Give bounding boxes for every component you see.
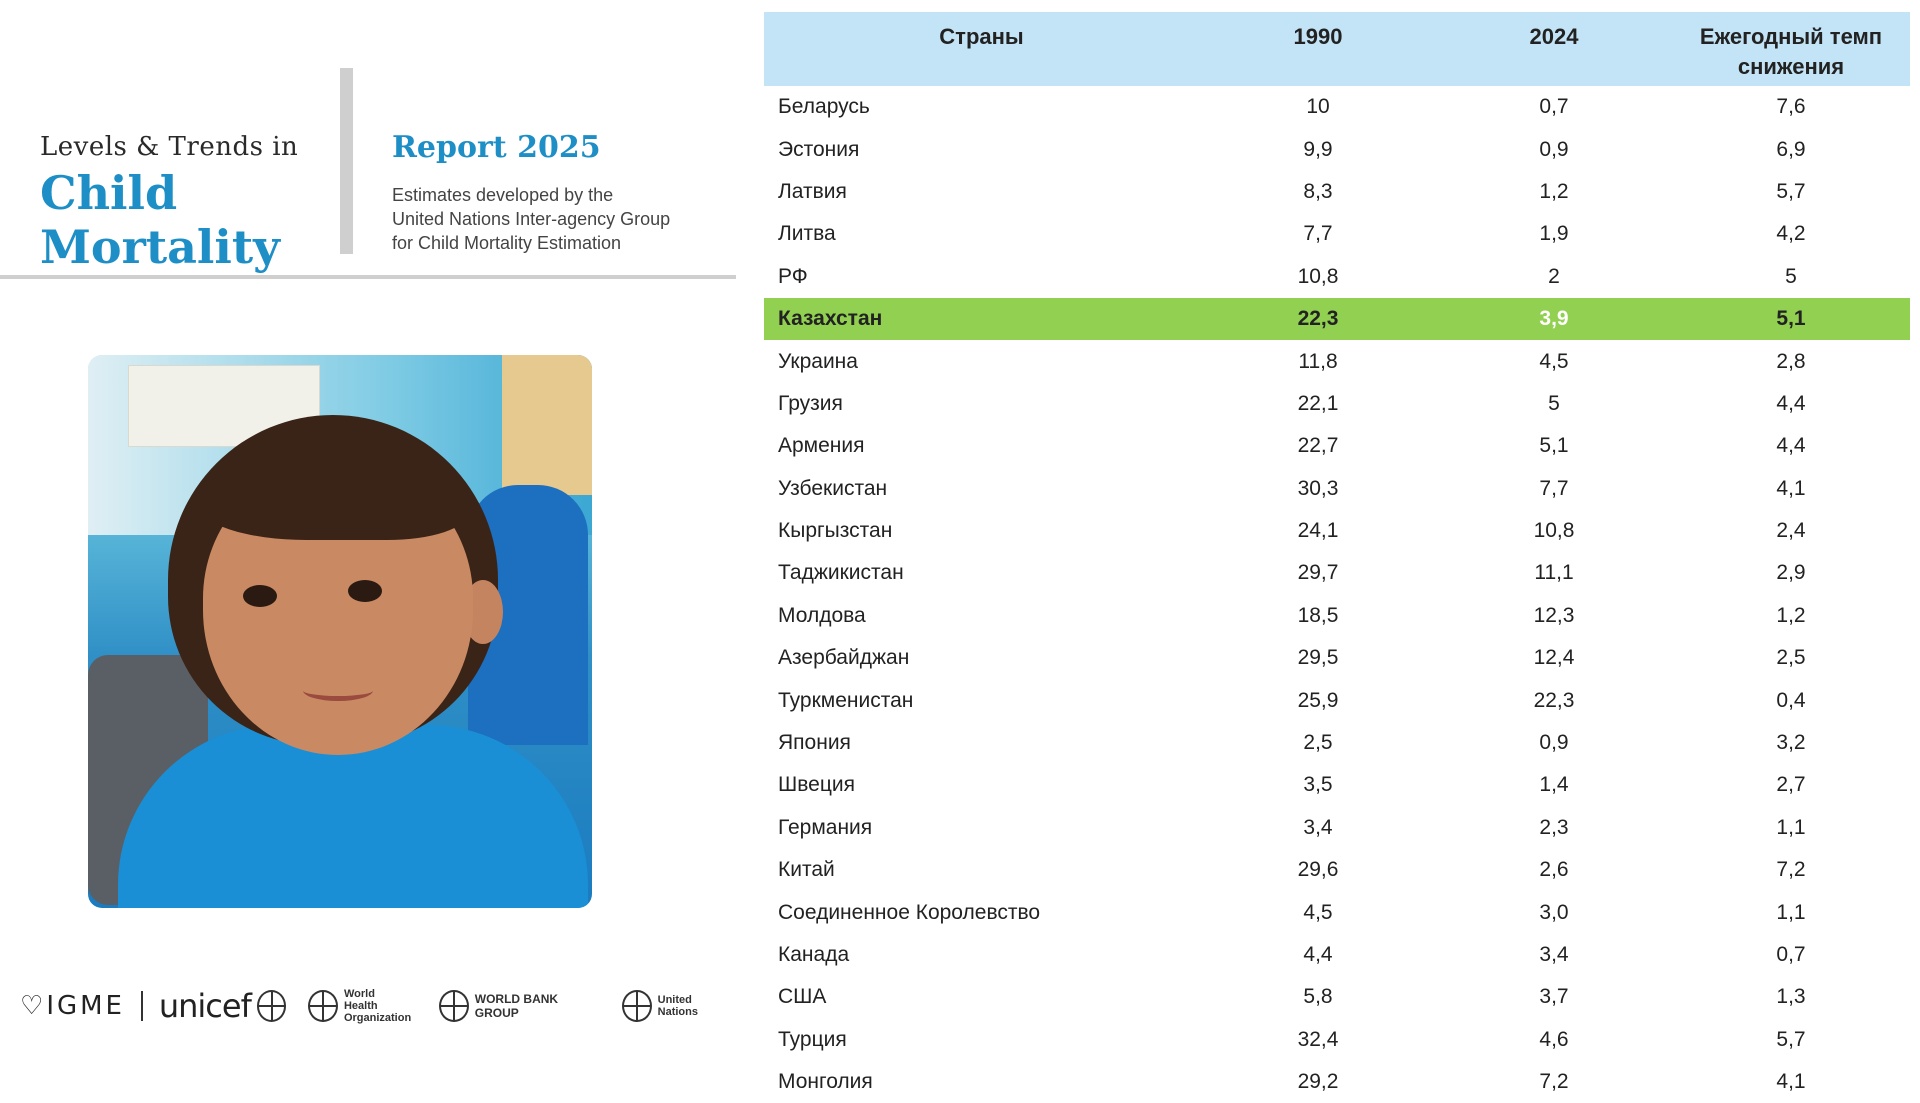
annual-rate-cell: 3,2	[1776, 731, 1806, 755]
title-line-2: Child	[40, 166, 178, 220]
value-2024-cell: 0,9	[1539, 731, 1569, 755]
value-1990-cell: 30,3	[1297, 476, 1339, 500]
table-row	[764, 891, 1910, 933]
table-row	[764, 976, 1910, 1018]
report-cover	[0, 0, 740, 1096]
header-annual-rate: Ежегодный темп снижения	[1672, 12, 1910, 86]
value-2024-cell: 4,6	[1539, 1027, 1569, 1051]
table-row	[764, 213, 1910, 255]
who-logo-text: World Health Organization	[343, 988, 412, 1024]
table-body	[764, 86, 1910, 1103]
un-globe-icon	[622, 990, 652, 1022]
annual-rate-cell: 4,4	[1776, 434, 1806, 458]
who-globe-icon	[308, 990, 338, 1022]
report-info	[392, 130, 722, 255]
report-year-title: Report 2025	[392, 130, 601, 165]
table-row	[764, 722, 1910, 764]
value-1990-cell: 11,8	[1298, 349, 1338, 373]
table-row	[764, 1061, 1910, 1103]
value-1990-cell: 8,3	[1303, 179, 1333, 203]
value-1990-cell: 29,5	[1297, 646, 1339, 670]
value-2024-cell: 2,3	[1539, 815, 1569, 839]
table-row-highlighted	[764, 298, 1910, 340]
value-1990-cell: 9,9	[1303, 137, 1333, 161]
annual-rate-cell: 7,2	[1776, 858, 1806, 882]
value-1990-cell: 2,5	[1303, 731, 1333, 755]
value-2024-cell: 3,0	[1539, 900, 1569, 924]
table-row	[764, 934, 1910, 976]
table-row	[764, 128, 1910, 170]
value-1990-cell: 5,8	[1303, 985, 1333, 1009]
logo-separator	[141, 991, 143, 1021]
header-countries: Страны	[764, 12, 1200, 86]
country-cell: Украина	[778, 349, 858, 373]
annual-rate-cell: 5,7	[1776, 179, 1806, 203]
world-bank-globe-icon	[439, 990, 469, 1022]
annual-rate-cell: 1,1	[1776, 815, 1806, 839]
table-row	[764, 595, 1910, 637]
annual-rate-cell: 2,9	[1776, 561, 1806, 585]
annual-rate-cell: 5	[1785, 264, 1797, 288]
country-cell: Узбекистан	[778, 476, 888, 500]
table-row	[764, 764, 1910, 806]
country-cell: Швеция	[778, 773, 855, 797]
annual-rate-cell: 2,5	[1776, 646, 1806, 670]
value-1990-cell: 10,8	[1297, 264, 1339, 288]
value-2024-cell: 5	[1548, 391, 1560, 415]
annual-rate-cell: 2,8	[1776, 349, 1806, 373]
annual-rate-cell: 4,2	[1776, 222, 1806, 246]
table-row	[764, 552, 1910, 594]
country-cell: Эстония	[778, 137, 860, 161]
un-logo-text: United Nations	[657, 994, 698, 1018]
mortality-table-container	[764, 12, 1910, 1103]
table-row	[764, 171, 1910, 213]
table-row	[764, 1019, 1910, 1061]
country-cell: Япония	[778, 731, 851, 755]
value-1990-cell: 3,4	[1303, 815, 1333, 839]
value-1990-cell: 32,4	[1297, 1027, 1339, 1051]
annual-rate-cell: 5,7	[1776, 1027, 1806, 1051]
country-cell: Литва	[778, 222, 836, 246]
annual-rate-cell: 6,9	[1776, 137, 1806, 161]
table-row	[764, 256, 1910, 298]
annual-rate-cell: 0,4	[1776, 688, 1806, 712]
table-row	[764, 383, 1910, 425]
mortality-table	[764, 12, 1910, 1103]
table-row	[764, 425, 1910, 467]
report-title-block	[40, 132, 299, 274]
country-cell: Армения	[778, 434, 865, 458]
annual-rate-cell: 7,6	[1776, 95, 1806, 119]
value-1990-cell: 4,5	[1303, 900, 1333, 924]
country-cell: Кыргызстан	[778, 519, 893, 543]
value-2024-cell: 0,7	[1539, 95, 1569, 119]
value-1990-cell: 18,5	[1297, 603, 1339, 627]
value-1990-cell: 24,1	[1297, 519, 1339, 543]
value-2024-cell: 3,9	[1436, 298, 1672, 340]
country-cell: Турция	[778, 1027, 847, 1051]
table-row	[764, 849, 1910, 891]
value-1990-cell: 25,9	[1297, 688, 1339, 712]
value-2024-cell: 10,8	[1533, 519, 1575, 543]
table-row	[764, 807, 1910, 849]
country-cell: Молдова	[778, 603, 866, 627]
value-2024-cell: 2,6	[1539, 858, 1569, 882]
country-cell: Соединенное Королевство	[778, 900, 1041, 924]
value-2024-cell: 22,3	[1533, 688, 1575, 712]
world-bank-logo-text: WORLD BANK GROUP	[474, 992, 559, 1020]
annual-rate-cell: 0,7	[1776, 943, 1806, 966]
country-cell: Латвия	[778, 179, 847, 203]
title-line-1: Levels & Trends in	[40, 132, 299, 162]
country-cell: США	[778, 985, 827, 1009]
value-2024-cell: 0,9	[1539, 137, 1569, 161]
country-cell: Китай	[778, 858, 835, 882]
country-cell: Таджикистан	[778, 561, 904, 585]
country-cell: РФ	[778, 264, 808, 288]
annual-rate-cell: 4,1	[1776, 1070, 1806, 1094]
vertical-divider	[340, 68, 353, 254]
value-2024-cell: 3,7	[1539, 985, 1569, 1009]
horizontal-divider	[0, 275, 736, 279]
country-cell: Германия	[778, 815, 873, 839]
header-1990: 1990	[1200, 12, 1436, 86]
value-1990-cell: 29,2	[1297, 1070, 1339, 1094]
value-2024-cell: 12,3	[1533, 603, 1575, 627]
annual-rate-cell: 1,2	[1776, 603, 1806, 627]
country-cell: Монголия	[778, 1070, 873, 1094]
value-2024-cell: 1,4	[1539, 773, 1569, 797]
value-2024-cell: 11,1	[1534, 561, 1574, 585]
country-cell: Грузия	[778, 391, 843, 415]
value-1990-cell: 4,4	[1303, 943, 1333, 966]
annual-rate-cell: 2,7	[1776, 773, 1806, 797]
annual-rate-cell: 1,3	[1776, 985, 1806, 1009]
value-2024-cell: 4,5	[1539, 349, 1569, 373]
value-2024-cell: 3,4	[1539, 943, 1569, 966]
value-1990-cell: 10	[1306, 95, 1330, 119]
annual-rate-cell: 2,4	[1776, 519, 1806, 543]
country-cell: Туркменистан	[778, 688, 914, 712]
country-cell: Канада	[778, 943, 850, 966]
annual-rate-cell: 4,1	[1776, 476, 1806, 500]
annual-rate-cell: 1,1	[1776, 900, 1806, 924]
country-cell: Азербайджан	[778, 646, 910, 670]
value-1990-cell: 3,5	[1303, 773, 1333, 797]
annual-rate-cell: 5,1	[1672, 298, 1910, 340]
value-1990-cell: 22,7	[1297, 434, 1339, 458]
table-row	[764, 86, 1910, 128]
value-1990-cell: 7,7	[1303, 222, 1333, 246]
value-1990-cell: 29,6	[1297, 858, 1339, 882]
header-row	[764, 12, 1910, 86]
country-cell: Казахстан	[764, 298, 1200, 340]
value-2024-cell: 12,4	[1533, 646, 1575, 670]
value-1990-cell: 22,3	[1200, 298, 1436, 340]
partner-logos	[20, 986, 720, 1026]
title-line-3: Mortality	[40, 220, 280, 274]
unicef-logo: unicef	[158, 987, 251, 1025]
child-photo	[88, 355, 592, 908]
table-row	[764, 510, 1910, 552]
value-2024-cell: 7,2	[1539, 1070, 1569, 1094]
table-row	[764, 637, 1910, 679]
report-description: Estimates developed by the United Nations Inter-agency Group for Child Mortality Estimation	[392, 185, 671, 253]
value-2024-cell: 2	[1548, 264, 1560, 288]
value-2024-cell: 5,1	[1539, 434, 1569, 458]
igme-logo: ♡IGME	[20, 991, 125, 1021]
value-1990-cell: 29,7	[1297, 561, 1339, 585]
header-2024: 2024	[1436, 12, 1672, 86]
value-2024-cell: 1,9	[1539, 222, 1569, 246]
value-2024-cell: 7,7	[1539, 476, 1569, 500]
annual-rate-cell: 4,4	[1776, 391, 1806, 415]
table-row	[764, 679, 1910, 721]
unicef-globe-icon	[257, 990, 287, 1022]
value-1990-cell: 22,1	[1297, 391, 1339, 415]
table-row	[764, 340, 1910, 382]
table-row	[764, 468, 1910, 510]
value-2024-cell: 1,2	[1539, 179, 1569, 203]
country-cell: Беларусь	[778, 95, 870, 119]
table-header	[764, 12, 1910, 86]
